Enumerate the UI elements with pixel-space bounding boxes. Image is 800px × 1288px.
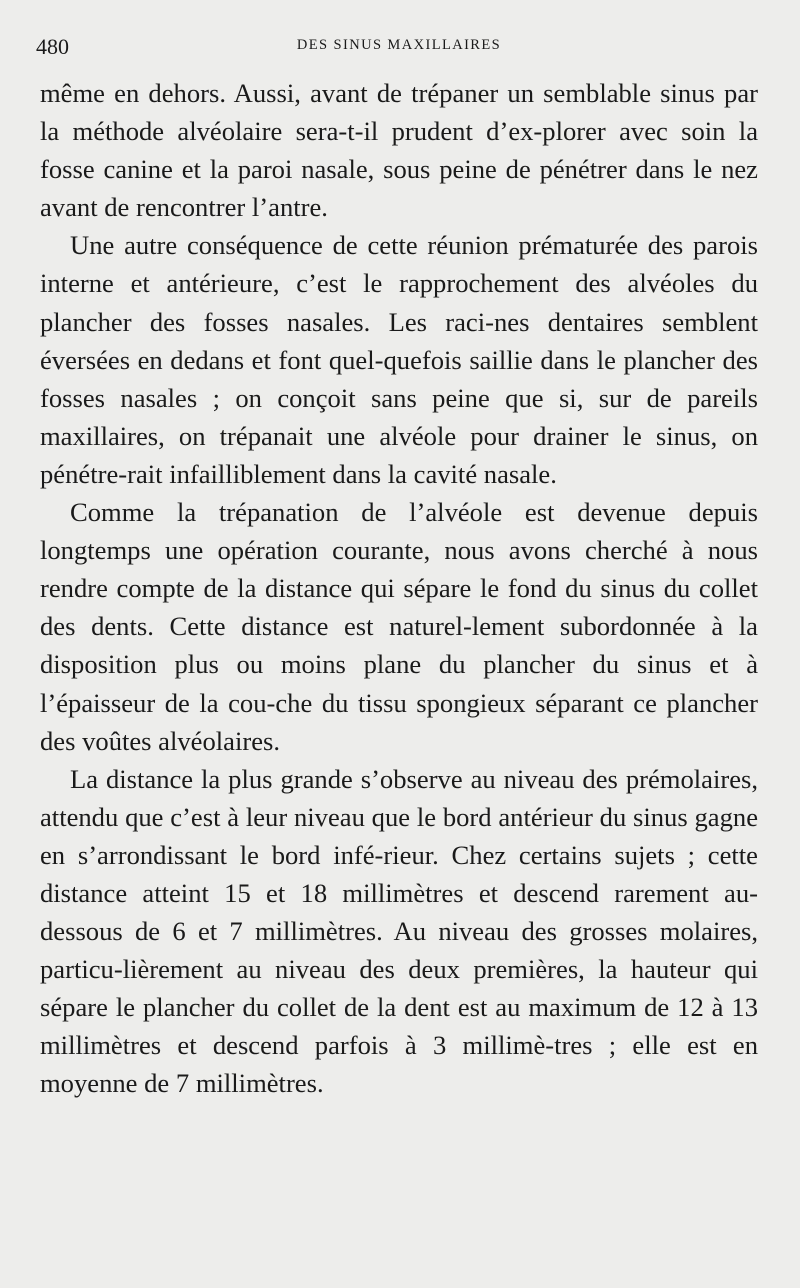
page-number: 480: [36, 34, 69, 59]
paragraph: Comme la trépanation de l’alvéole est devenue depuis longtemps une opération courante, nous avons cherché à nous rendre compte de la distance qui sépare le fond du sinus du collet des dents. Cette distance est naturel-lement subordonnée à la disposition plus ou moins plane du plancher du sinus et à l’épaisseur de la cou-che du tissu spongieux séparant ce plancher des voûtes alvéolaires.: [40, 497, 758, 756]
running-title: DES SINUS MAXILLAIRES: [296, 37, 502, 53]
paragraph: La distance la plus grande s’observe au niveau des prémolaires, attendu que c’est à leur niveau que le bord antérieur du sinus gagne en s’arrondissant le bord infé-rieur. Chez certains sujets ; cette distance atteint 15 et 18 millimètres et descend rarement au-dessous de 6 et 7 millimètres. Au niveau des grosses molaires, particu-lièrement au niveau des deux premières, la hauteur qui sépare le plancher du collet de la dent est au maximum de 12 à 13 millimètres et descend parfois à 3 millimè-tres ; elle est en moyenne de 7 millimètres.: [40, 763, 758, 1099]
page-header: [36, 30, 762, 60]
body-text: [40, 74, 758, 1103]
paragraph: Une autre conséquence de cette réunion prématurée des parois interne et antérieure, c’est le rapprochement des alvéoles du plancher des fosses nasales. Les raci-nes dentaires semblent éversées en dedans et font quel-quefois saillie dans le plancher des fosses nasales ; on conçoit sans peine que si, sur de pareils maxillaires, on trépanait une alvéole pour drainer le sinus, on pénétre-rait infailliblement dans la cavité nasale.: [40, 230, 758, 489]
paragraph: même en dehors. Aussi, avant de trépaner un semblable sinus par la méthode alvéolaire sera-t-il prudent d’ex-plorer avec soin la fosse canine et la paroi nasale, sous peine de pénétrer dans le nez avant de rencontrer l’antre.: [40, 78, 758, 223]
